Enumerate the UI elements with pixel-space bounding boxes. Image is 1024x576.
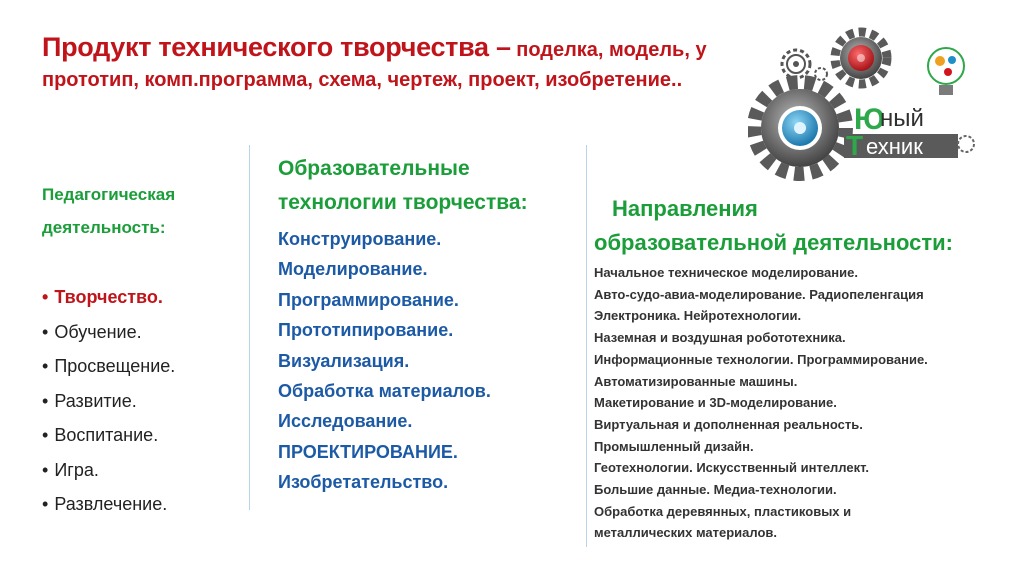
list-item: металлических материалов. (594, 525, 778, 541)
tiny-gear-icon (815, 68, 827, 80)
list-item: Программирование. (278, 289, 459, 310)
title-continuation: поделка, модель, у (510, 39, 707, 61)
list-item: • Обучение. (42, 321, 142, 342)
col3-heading-line2: образовательной деятельности: (594, 230, 953, 255)
list-item: Прототипирование. (278, 320, 454, 341)
lightbulb-icon (928, 48, 964, 95)
col1-list (42, 280, 247, 522)
list-item: Исследование. (278, 411, 413, 432)
list-item: • Просвещение. (42, 356, 176, 376)
divider-right (586, 145, 587, 547)
list-item: • Игра. (42, 459, 99, 480)
list-item: Большие данные. Медиа-технологии. (594, 482, 837, 498)
list-item: • Воспитание. (42, 425, 159, 445)
large-gear-icon (754, 82, 846, 174)
divider-left (249, 145, 250, 510)
list-item: • Творчество. (42, 287, 163, 307)
col2-list (278, 224, 578, 498)
logo-word-1-rest: ный (880, 105, 924, 132)
col1-heading-line2: деятельность: (42, 218, 166, 237)
list-item: Визуализация. (278, 350, 410, 371)
list-item: • Развлечение. (42, 494, 168, 514)
col3-list (594, 262, 1019, 544)
list-item: Начальное техническое моделирование. (594, 265, 858, 280)
col3-heading-line1: Направления (612, 196, 758, 221)
list-item: Автоматизированные машины. (594, 373, 798, 389)
list-item: ПРОЕКТИРОВАНИЕ. (278, 441, 458, 462)
logo-letter-yu: Ю (854, 103, 885, 136)
list-item: Моделирование. (278, 259, 428, 280)
list-item: Конструирование. (278, 229, 442, 249)
yuny-tekhnik-logo (748, 16, 980, 184)
title-main: Продукт технического творчества – (42, 32, 511, 62)
title-line-2: прототип, комп.программа, схема, чертеж, проект, изобретение.. (42, 69, 683, 91)
list-item: Авто-судо-авиа-моделирование. Радиопеленгация (594, 286, 924, 302)
list-item: • Развитие. (42, 390, 137, 411)
list-item: Изобретательство. (278, 472, 449, 493)
list-item: Информационные технологии. Программирование. (594, 351, 928, 367)
small-gear-icon (782, 50, 810, 78)
slide-title (42, 32, 782, 92)
logo-letter-t: Т (846, 130, 864, 161)
list-item: Промышленный дизайн. (594, 438, 754, 454)
list-item: Макетирование и 3D-моделирование. (594, 395, 837, 411)
red-gear-icon (835, 32, 887, 84)
list-item: Виртуальная и дополненная реальность. (594, 416, 863, 432)
col2-heading-line2: технологии творчества: (278, 191, 528, 214)
list-item: Геотехнологии. Искусственный интеллект. (594, 460, 869, 476)
list-item: Электроника. Нейротехнологии. (594, 308, 802, 324)
logo-word-2-rest: ехник (866, 134, 923, 159)
list-item: Обработка деревянных, пластиковых и (594, 503, 852, 519)
col1-heading-line1: Педагогическая (42, 185, 176, 204)
pedagogical-activity-column (42, 178, 247, 522)
creative-technologies-column (278, 152, 578, 498)
list-item: Обработка материалов. (278, 381, 491, 402)
education-directions-column (594, 192, 1019, 544)
col2-heading-line1: Образовательные (278, 157, 470, 180)
logo-right-gear-icon (958, 136, 974, 152)
list-item: Наземная и воздушная робототехника. (594, 330, 846, 346)
